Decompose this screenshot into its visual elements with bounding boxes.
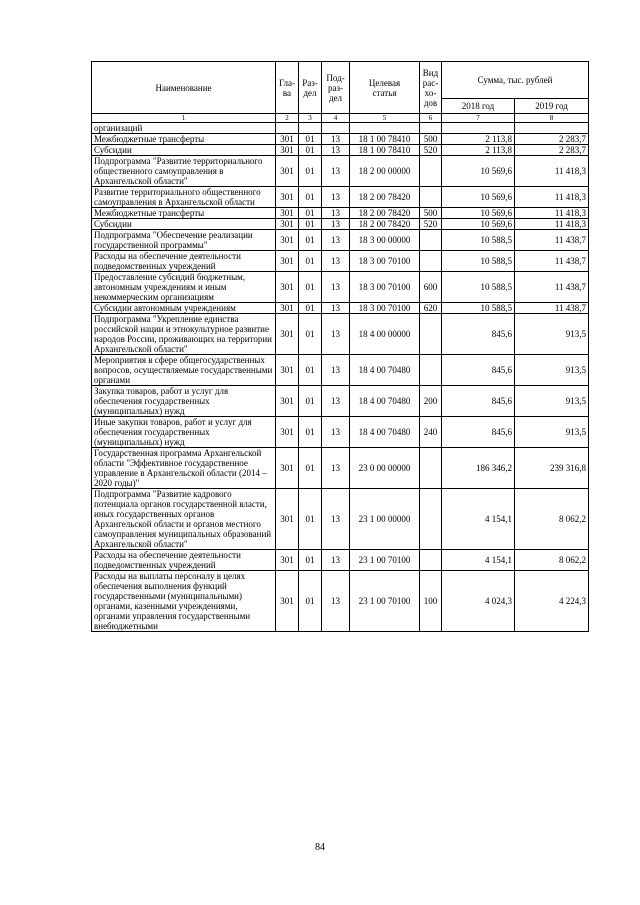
cell-name: Межбюджетные трансферты [92, 208, 276, 219]
cell-razdel: 01 [299, 145, 322, 156]
cell-vid: 500 [420, 134, 442, 145]
cell-razdel: 01 [299, 134, 322, 145]
cell-podrazdel: 13 [322, 272, 350, 303]
cell-podrazdel: 13 [322, 303, 350, 314]
header-sum: Сумма, тыс. рублей [442, 62, 589, 99]
cell-target: 18 4 00 70480 [350, 417, 420, 448]
cell-vid [420, 355, 442, 386]
col-number: 8 [515, 114, 589, 123]
column-numbers-row [92, 114, 589, 123]
cell-2019: 8 062,2 [515, 550, 589, 571]
header-target: Целевая статья [350, 62, 420, 114]
cell-name: Подпрограмма "Развитие кадрового потенциала органов государственной власти, иных государственных органов Архангельской области и органов местного самоуправления муниципальных образований Архангельской области" [92, 489, 276, 550]
header-vid: Вид рас- хо- дов [420, 62, 442, 114]
cell-2018: 845,6 [442, 386, 515, 417]
cell-razdel: 01 [299, 448, 322, 489]
cell-target: 18 1 00 78410 [350, 134, 420, 145]
cell-glava: 301 [276, 134, 299, 145]
cell-razdel: 01 [299, 251, 322, 272]
cell-name: Подпрограмма "Укрепление единства российской нации и этнокультурное развитие народов России, проживающих на территории Архангельской области" [92, 314, 276, 355]
page-number: 84 [315, 842, 325, 853]
cell-vid [420, 314, 442, 355]
cell-name: Подпрограмма "Обеспечение реализации государственной программы" [92, 230, 276, 251]
col-number: 4 [322, 114, 350, 123]
header-name: Наименование [92, 62, 276, 114]
cell-name: Расходы на обеспечение деятельности подведомственных учреждений [92, 251, 276, 272]
table-row [92, 156, 589, 187]
cell-glava: 301 [276, 571, 299, 632]
cell-vid [420, 187, 442, 208]
cell-razdel [299, 123, 322, 134]
cell-2018: 10 588,5 [442, 251, 515, 272]
cell-name: организаций [92, 123, 276, 134]
cell-podrazdel: 13 [322, 145, 350, 156]
cell-podrazdel: 13 [322, 355, 350, 386]
cell-2019: 913,5 [515, 386, 589, 417]
cell-vid: 500 [420, 208, 442, 219]
cell-2019: 4 224,3 [515, 571, 589, 632]
cell-target [350, 123, 420, 134]
cell-vid [420, 230, 442, 251]
cell-2018 [442, 123, 515, 134]
cell-podrazdel: 13 [322, 314, 350, 355]
cell-target: 18 3 00 70100 [350, 303, 420, 314]
cell-razdel: 01 [299, 355, 322, 386]
cell-2019: 239 316,8 [515, 448, 589, 489]
cell-glava: 301 [276, 489, 299, 550]
cell-podrazdel: 13 [322, 208, 350, 219]
cell-razdel: 01 [299, 550, 322, 571]
cell-razdel: 01 [299, 187, 322, 208]
cell-podrazdel [322, 123, 350, 134]
cell-target: 18 4 00 70480 [350, 386, 420, 417]
cell-glava [276, 123, 299, 134]
cell-2018: 4 024,3 [442, 571, 515, 632]
cell-2019: 11 438,7 [515, 251, 589, 272]
cell-name: Расходы на выплаты персоналу в целях обеспечения выполнения функций государственными (муниципальными) органами, казенными учреждениями, органами управления государственными внебюджетными [92, 571, 276, 632]
col-number: 6 [420, 114, 442, 123]
cell-glava: 301 [276, 386, 299, 417]
cell-target: 23 1 00 70100 [350, 550, 420, 571]
col-number: 3 [299, 114, 322, 123]
table-row [92, 251, 589, 272]
cell-glava: 301 [276, 156, 299, 187]
cell-target: 18 2 00 78420 [350, 208, 420, 219]
cell-podrazdel: 13 [322, 230, 350, 251]
cell-vid [420, 448, 442, 489]
cell-2018: 2 113,8 [442, 134, 515, 145]
cell-2018: 4 154,1 [442, 489, 515, 550]
cell-glava: 301 [276, 314, 299, 355]
cell-podrazdel: 13 [322, 134, 350, 145]
header-glava: Гла- ва [276, 62, 299, 114]
table-row [92, 386, 589, 417]
cell-glava: 301 [276, 417, 299, 448]
table-row [92, 314, 589, 355]
cell-vid: 100 [420, 571, 442, 632]
cell-name: Государственная программа Архангельской области "Эффективное государственное управление в Архангельской области (2014 – 2020 годы)" [92, 448, 276, 489]
cell-podrazdel: 13 [322, 448, 350, 489]
table-row [92, 355, 589, 386]
cell-glava: 301 [276, 230, 299, 251]
table-row [92, 417, 589, 448]
cell-2019: 11 438,7 [515, 303, 589, 314]
col-number: 1 [92, 114, 276, 123]
table-row [92, 550, 589, 571]
cell-2018: 4 154,1 [442, 550, 515, 571]
cell-vid [420, 123, 442, 134]
cell-podrazdel: 13 [322, 219, 350, 230]
cell-podrazdel: 13 [322, 386, 350, 417]
cell-podrazdel: 13 [322, 417, 350, 448]
cell-glava: 301 [276, 303, 299, 314]
table-row [92, 303, 589, 314]
cell-vid: 520 [420, 145, 442, 156]
cell-target: 18 3 00 70100 [350, 272, 420, 303]
table-body [92, 114, 589, 632]
cell-razdel: 01 [299, 314, 322, 355]
cell-razdel: 01 [299, 208, 322, 219]
cell-2019: 11 438,7 [515, 272, 589, 303]
table-row [92, 145, 589, 156]
cell-podrazdel: 13 [322, 187, 350, 208]
budget-table [91, 61, 589, 632]
cell-target: 18 2 00 78420 [350, 219, 420, 230]
cell-razdel: 01 [299, 219, 322, 230]
cell-target: 18 2 00 78420 [350, 187, 420, 208]
cell-2018: 10 569,6 [442, 208, 515, 219]
cell-2018: 845,6 [442, 355, 515, 386]
cell-2019 [515, 123, 589, 134]
table-row [92, 448, 589, 489]
table-row [92, 123, 589, 134]
table-row [92, 219, 589, 230]
table-row [92, 489, 589, 550]
cell-2019: 2 283,7 [515, 145, 589, 156]
cell-name: Расходы на обеспечение деятельности подведомственных учреждений [92, 550, 276, 571]
cell-name: Подпрограмма "Развитие территориального общественного самоуправления в Архангельской области" [92, 156, 276, 187]
cell-razdel: 01 [299, 272, 322, 303]
cell-glava: 301 [276, 208, 299, 219]
cell-razdel: 01 [299, 571, 322, 632]
cell-vid: 620 [420, 303, 442, 314]
cell-2018: 10 588,5 [442, 303, 515, 314]
cell-razdel: 01 [299, 489, 322, 550]
cell-podrazdel: 13 [322, 571, 350, 632]
table-row [92, 134, 589, 145]
table-row [92, 571, 589, 632]
cell-2019: 913,5 [515, 314, 589, 355]
cell-2019: 11 418,3 [515, 156, 589, 187]
cell-2019: 11 418,3 [515, 208, 589, 219]
header-razdel: Раз- дел [299, 62, 322, 114]
cell-glava: 301 [276, 187, 299, 208]
cell-vid [420, 550, 442, 571]
cell-name: Иные закупки товаров, работ и услуг для обеспечения государственных (муниципальных) нужд [92, 417, 276, 448]
cell-name: Закупка товаров, работ и услуг для обеспечения государственных (муниципальных) нужд [92, 386, 276, 417]
cell-podrazdel: 13 [322, 489, 350, 550]
cell-podrazdel: 13 [322, 251, 350, 272]
cell-target: 18 4 00 70480 [350, 355, 420, 386]
cell-target: 23 1 00 70100 [350, 571, 420, 632]
cell-name: Мероприятия в сфере общегосударственных вопросов, осуществляемые государственными органами [92, 355, 276, 386]
header-podrazdel: Под- раз- дел [322, 62, 350, 114]
col-number: 5 [350, 114, 420, 123]
table-row [92, 230, 589, 251]
cell-2018: 10 569,6 [442, 156, 515, 187]
cell-2019: 11 438,7 [515, 230, 589, 251]
cell-glava: 301 [276, 550, 299, 571]
cell-glava: 301 [276, 272, 299, 303]
cell-2018: 845,6 [442, 417, 515, 448]
cell-glava: 301 [276, 355, 299, 386]
cell-target: 18 2 00 00000 [350, 156, 420, 187]
cell-2018: 10 569,6 [442, 187, 515, 208]
cell-podrazdel: 13 [322, 156, 350, 187]
cell-glava: 301 [276, 251, 299, 272]
cell-vid [420, 156, 442, 187]
cell-razdel: 01 [299, 156, 322, 187]
cell-vid: 520 [420, 219, 442, 230]
cell-2018: 845,6 [442, 314, 515, 355]
cell-vid: 240 [420, 417, 442, 448]
cell-2019: 8 062,2 [515, 489, 589, 550]
cell-target: 18 3 00 70100 [350, 251, 420, 272]
cell-name: Развитие территориального общественного самоуправления в Архангельской области [92, 187, 276, 208]
table-row [92, 272, 589, 303]
cell-2018: 2 113,8 [442, 145, 515, 156]
cell-razdel: 01 [299, 303, 322, 314]
cell-name: Субсидии [92, 219, 276, 230]
cell-2019: 11 418,3 [515, 219, 589, 230]
cell-vid [420, 251, 442, 272]
cell-2018: 186 346,2 [442, 448, 515, 489]
cell-2019: 2 283,7 [515, 134, 589, 145]
header-2019: 2019 год [515, 99, 589, 114]
cell-target: 23 0 00 00000 [350, 448, 420, 489]
cell-glava: 301 [276, 145, 299, 156]
cell-name: Субсидии автономным учреждениям [92, 303, 276, 314]
cell-target: 18 3 00 00000 [350, 230, 420, 251]
cell-target: 18 1 00 78410 [350, 145, 420, 156]
cell-2018: 10 569,6 [442, 219, 515, 230]
cell-razdel: 01 [299, 230, 322, 251]
cell-glava: 301 [276, 219, 299, 230]
col-number: 2 [276, 114, 299, 123]
cell-vid [420, 489, 442, 550]
table-row [92, 187, 589, 208]
cell-target: 18 4 00 00000 [350, 314, 420, 355]
cell-vid: 600 [420, 272, 442, 303]
cell-2019: 913,5 [515, 417, 589, 448]
cell-name: Межбюджетные трансферты [92, 134, 276, 145]
col-number: 7 [442, 114, 515, 123]
cell-razdel: 01 [299, 417, 322, 448]
cell-name: Предоставление субсидий бюджетным, автономным учреждениям и иным некоммерческим организациям [92, 272, 276, 303]
cell-podrazdel: 13 [322, 550, 350, 571]
cell-glava: 301 [276, 448, 299, 489]
cell-name: Субсидии [92, 145, 276, 156]
header-2018: 2018 год [442, 99, 515, 114]
cell-2019: 913,5 [515, 355, 589, 386]
cell-2018: 10 588,5 [442, 272, 515, 303]
cell-target: 23 1 00 00000 [350, 489, 420, 550]
cell-razdel: 01 [299, 386, 322, 417]
cell-2019: 11 418,3 [515, 187, 589, 208]
table-row [92, 208, 589, 219]
cell-vid: 200 [420, 386, 442, 417]
cell-2018: 10 588,5 [442, 230, 515, 251]
